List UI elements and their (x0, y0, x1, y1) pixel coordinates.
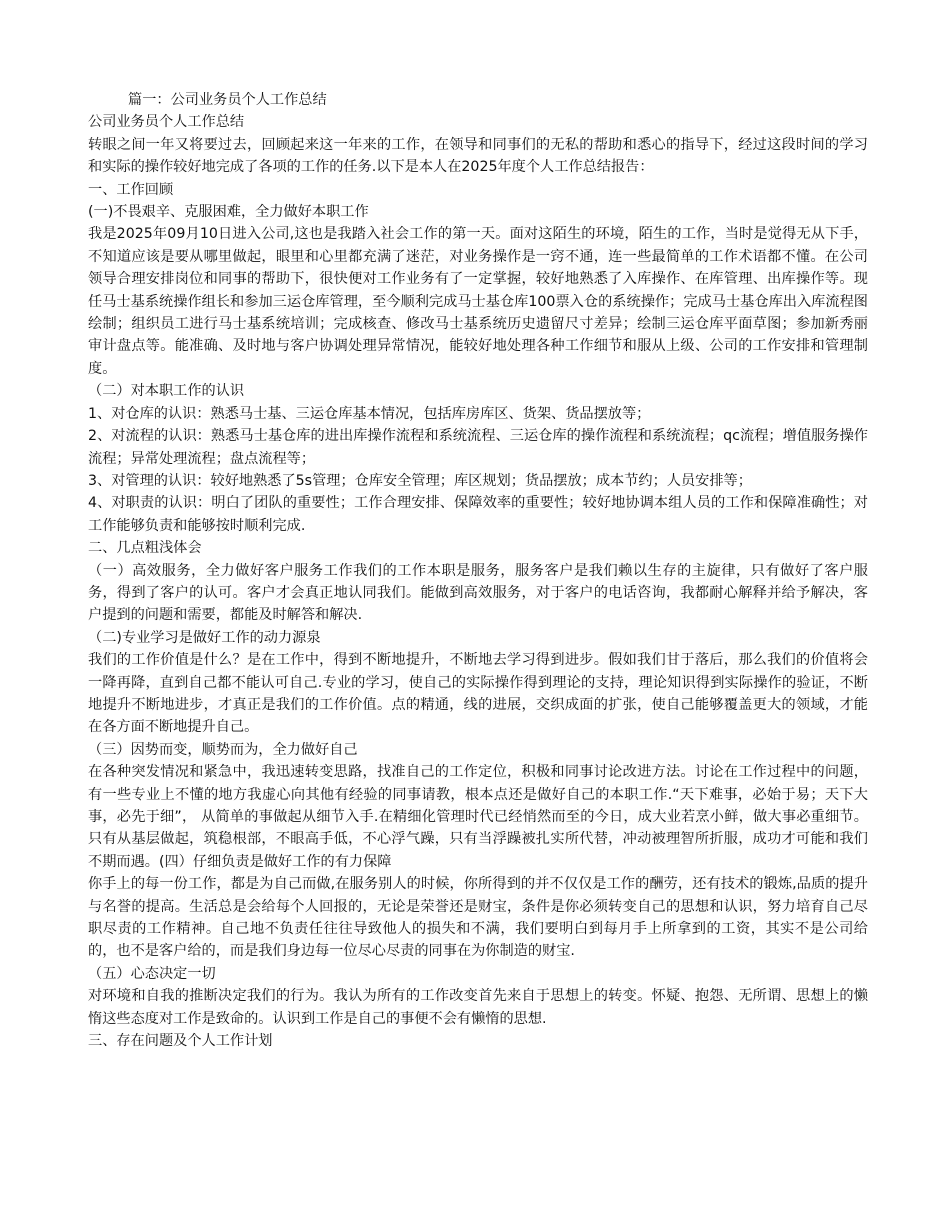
subheading-learning: （二)专业学习是做好工作的动力源泉 (88, 629, 321, 646)
subheading-adapt: （三）因势而变，顺势而为，全力做好自己 (88, 741, 358, 758)
paragraph-service: （一）高效服务，全力做好客户服务工作我们的工作本职是服务，服务客户是我们赖以生存的主旋律，只有做好了客户服务，得到了客户的认可。客户才会真正地认同我们。能做到高效服务，对于客户的电话咨询，我都耐心解释并给予解决，客户提到的问题和需要，都能及时解答和解决. (88, 562, 868, 624)
subtitle: 公司业务员个人工作总结 (88, 114, 245, 131)
subheading-1: (一)不畏艰辛、克服困难，全力做好本职工作 (88, 204, 369, 221)
list-item-warehouse: 1、对仓库的认识：熟悉马士基、三运仓库基本情况，包括库房库区、货架、货品摆放等； (88, 405, 651, 422)
subheading-attitude: （五）心态决定一切 (88, 965, 216, 982)
paragraph-responsibility: 你手上的每一份工作，都是为自己而做,在服务别人的时候，你所得到的并不仅仅是工作的酬劳，还有技术的锻炼,品质的提升与名誉的提高。生活总是会给每个人回报的，无论是荣誉还是财宝，条件是你必须转变自己的思想和认识，努力培育自己尽职尽责的工作精神。自己地不负责任往往导致他人的损失和不满，我们要明白到每月手上所拿到的工资，其实不是公司给的，也不是客户给的，而是我们身边每一位尽心尽责的同事在为你制造的财宝. (88, 876, 868, 960)
list-item-management: 3、对管理的认识：较好地熟悉了5s管理；仓库安全管理；库区规划；货品摆放；成本节约；人员安排等； (88, 472, 752, 489)
document-title: 篇一：公司业务员个人工作总结 (128, 92, 327, 108)
list-item-responsibility: 4、对职责的认识：明白了团队的重要性；工作合理安排、保障效率的重要性；较好地协调本组人员的工作和保障准确性；对工作能够负责和能够按时顺利完成. (88, 495, 868, 534)
paragraph-adapt: 在各种突发情况和紧急中，我迅速转变思路，找准自己的工作定位，积极和同事讨论改进方法。讨论在工作过程中的问题，有一些专业上不懂的地方我虚心向其他有经验的同事请教，根本点还是做好自己的本职工作.“天下难事，必始于易；天下大事，必先于细”， 从简单的事做起从细节入手.在精细化管理时代已经悄然而至的今日，成大业若烹小鲜，做大事必重细节。只有从基层做起，筑稳根部，不眼高手低，不心浮气躁，只有当浮躁被扎实所代替，冲动被理智所折服，成功才可能和我们不期而遇。(四）仔细负责是做好工作的有力保障 (88, 764, 868, 870)
paragraph-attitude: 对环境和自我的推断决定我们的行为。我认为所有的工作改变首先来自于思想上的转变。怀疑、抱怨、无所谓、思想上的懒惰这些态度对工作是致命的。认识到工作是自己的事便不会有懒惰的思想. (88, 988, 868, 1027)
intro-paragraph: 转眼之间一年又将要过去，回顾起来这一年来的工作，在领导和同事们的无私的帮助和悉心的指导下，经过这段时间的学习和实际的操作较好地完成了各项的工作的任务.以下是本人在2025年度个人工作总结报告： (88, 136, 868, 176)
paragraph-work-history: 我是2025年09月10日进入公司,这也是我踏入社会工作的第一天。面对这陌生的环境，陌生的工作，当时是觉得无从下手，不知道应该是要从哪里做起，眼里和心里都充满了迷茫，对业务操作是一窍不通，连一些最简单的工作术语都不懂。在公司领导合理安排岗位和同事的帮助下，很快便对工作业务有了一定掌握，较好地熟悉了入库操作、在库管理、出库操作等。现任马士基系统操作组长和参加三运仓库管理，至今顺利完成马士基仓库100票入仓的系统操作；完成马士基仓库出入库流程图绘制；组织员工进行马士基系统培训；完成核查、修改马士基系统历史遗留尺寸差异；绘制三运仓库平面草图；参加新秀丽审计盘点等。能准确、及时地与客户协调处理异常情况，能较好地处理各种工作细节和服从上级、公司的工作安排和管理制度。 (88, 226, 868, 377)
list-item-process: 2、对流程的认识：熟悉马士基仓库的进出库操作流程和系统流程、三运仓库的操作流程和系统流程；qc流程；增值服务操作流程；异常处理流程；盘点流程等； (88, 428, 868, 467)
section-heading-plan: 三、存在问题及个人工作计划 (88, 1033, 273, 1050)
section-heading-review: 一、工作回顾 (88, 181, 174, 198)
paragraph-learning: 我们的工作价值是什么？是在工作中，得到不断地提升，不断地去学习得到进步。假如我们甘于落后，那么我们的价值将会一降再降，直到自己都不能认可自己.专业的学习，使自己的实际操作得到理论的支持，理论知识得到实际操作的验证，不断地提升不断地进步，才真正是我们的工作价值。点的精通，线的进展，交织成面的扩张，使自己能够覆盖更大的领域，才能在各方面不断地提升自己。 (88, 652, 868, 736)
section-heading-insights: 二、几点粗浅体会 (88, 540, 202, 557)
subheading-2: （二）对本职工作的认识 (88, 383, 245, 400)
document-body (88, 89, 868, 1052)
